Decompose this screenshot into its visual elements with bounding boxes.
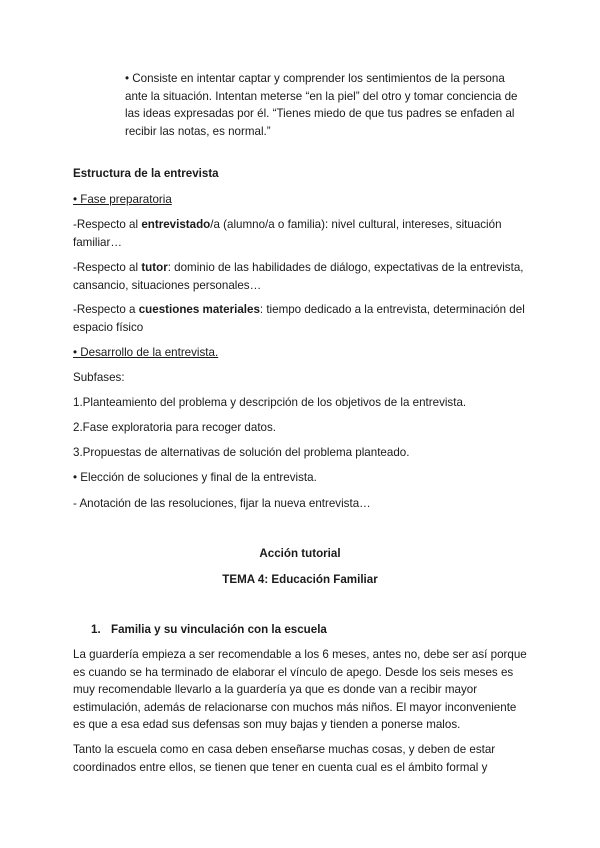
subfase-item: 3.Propuestas de alternativas de solución del problema planteado. [73, 446, 410, 459]
tema-title: TEMA 4: Educación Familiar [222, 573, 378, 586]
subfase-item: 1.Planteamiento del problema y descripción de los objetivos de la entrevista. [73, 396, 467, 409]
tutor-pre: -Respecto al [73, 261, 142, 274]
section1-number: 1. [91, 623, 101, 636]
estructura-heading: Estructura de la entrevista [73, 167, 219, 180]
section1-paragraph2: Tanto la escuela como en casa deben enseñarse muchas cosas, y deben de estar coordinados entre ellos, se tienen que tener en cuenta cual es el ámbito formal y [73, 743, 496, 774]
materiales-pre: -Respecto a [73, 303, 139, 316]
desarrollo-label: • Desarrollo de la entrevista. [73, 346, 219, 359]
tutor-paragraph [73, 259, 528, 294]
entrevistado-pre: -Respecto al [73, 218, 142, 231]
entrevistado-bold: entrevistado [141, 218, 211, 231]
subfase-item: • Elección de soluciones y final de la entrevista. [73, 471, 317, 484]
section1-heading [73, 621, 528, 639]
subfase-item: - Anotación de las resoluciones, fijar la nueva entrevista… [73, 497, 371, 510]
fase-preparatoria-label: • Fase preparatoria [73, 193, 172, 206]
materiales-bold: cuestiones materiales [138, 303, 260, 316]
section1-title: Familia y su vinculación con la escuela [111, 623, 327, 636]
materiales-paragraph [73, 301, 528, 336]
tutor-post: : dominio de las habilidades de diálogo, expectativas de la entrevista, cansancio, situaciones personales… [73, 261, 524, 292]
tutor-bold: tutor [141, 261, 168, 274]
entrevistado-post: /a (alumno/a o familia): nivel cultural, intereses, situación familiar… [73, 218, 502, 249]
intro-bullet-paragraph: • Consiste en intentar captar y comprender los sentimientos de la persona ante la situación. Intentan meterse “en la piel” del otro y tomar conciencia de las ideas expresadas por él. “Tienes miedo de que tus padres se enfaden al recibir las notas, es normal.” [125, 72, 518, 138]
accion-tutorial-title: Acción tutorial [259, 547, 341, 560]
materiales-post: : tiempo dedicado a la entrevista, determinación del espacio físico [73, 303, 525, 334]
section1-paragraph1: La guardería empieza a ser recomendable a los 6 meses, antes no, debe ser así porque es cuando se ha terminado de elaborar el vínculo de apego. Desde los seis meses es muy recomendable llevarlo a la guardería ya que es donde van a recibir mayor estimulación, además de relacionarse con muchos más niños. El mayor inconveniente es que a esa edad sus defensas son muy bajas y tienden a ponerse malos. [73, 648, 527, 731]
subfases-label: Subfases: [73, 371, 125, 384]
entrevistado-paragraph [73, 216, 528, 251]
subfase-item: 2.Fase exploratoria para recoger datos. [73, 421, 277, 434]
